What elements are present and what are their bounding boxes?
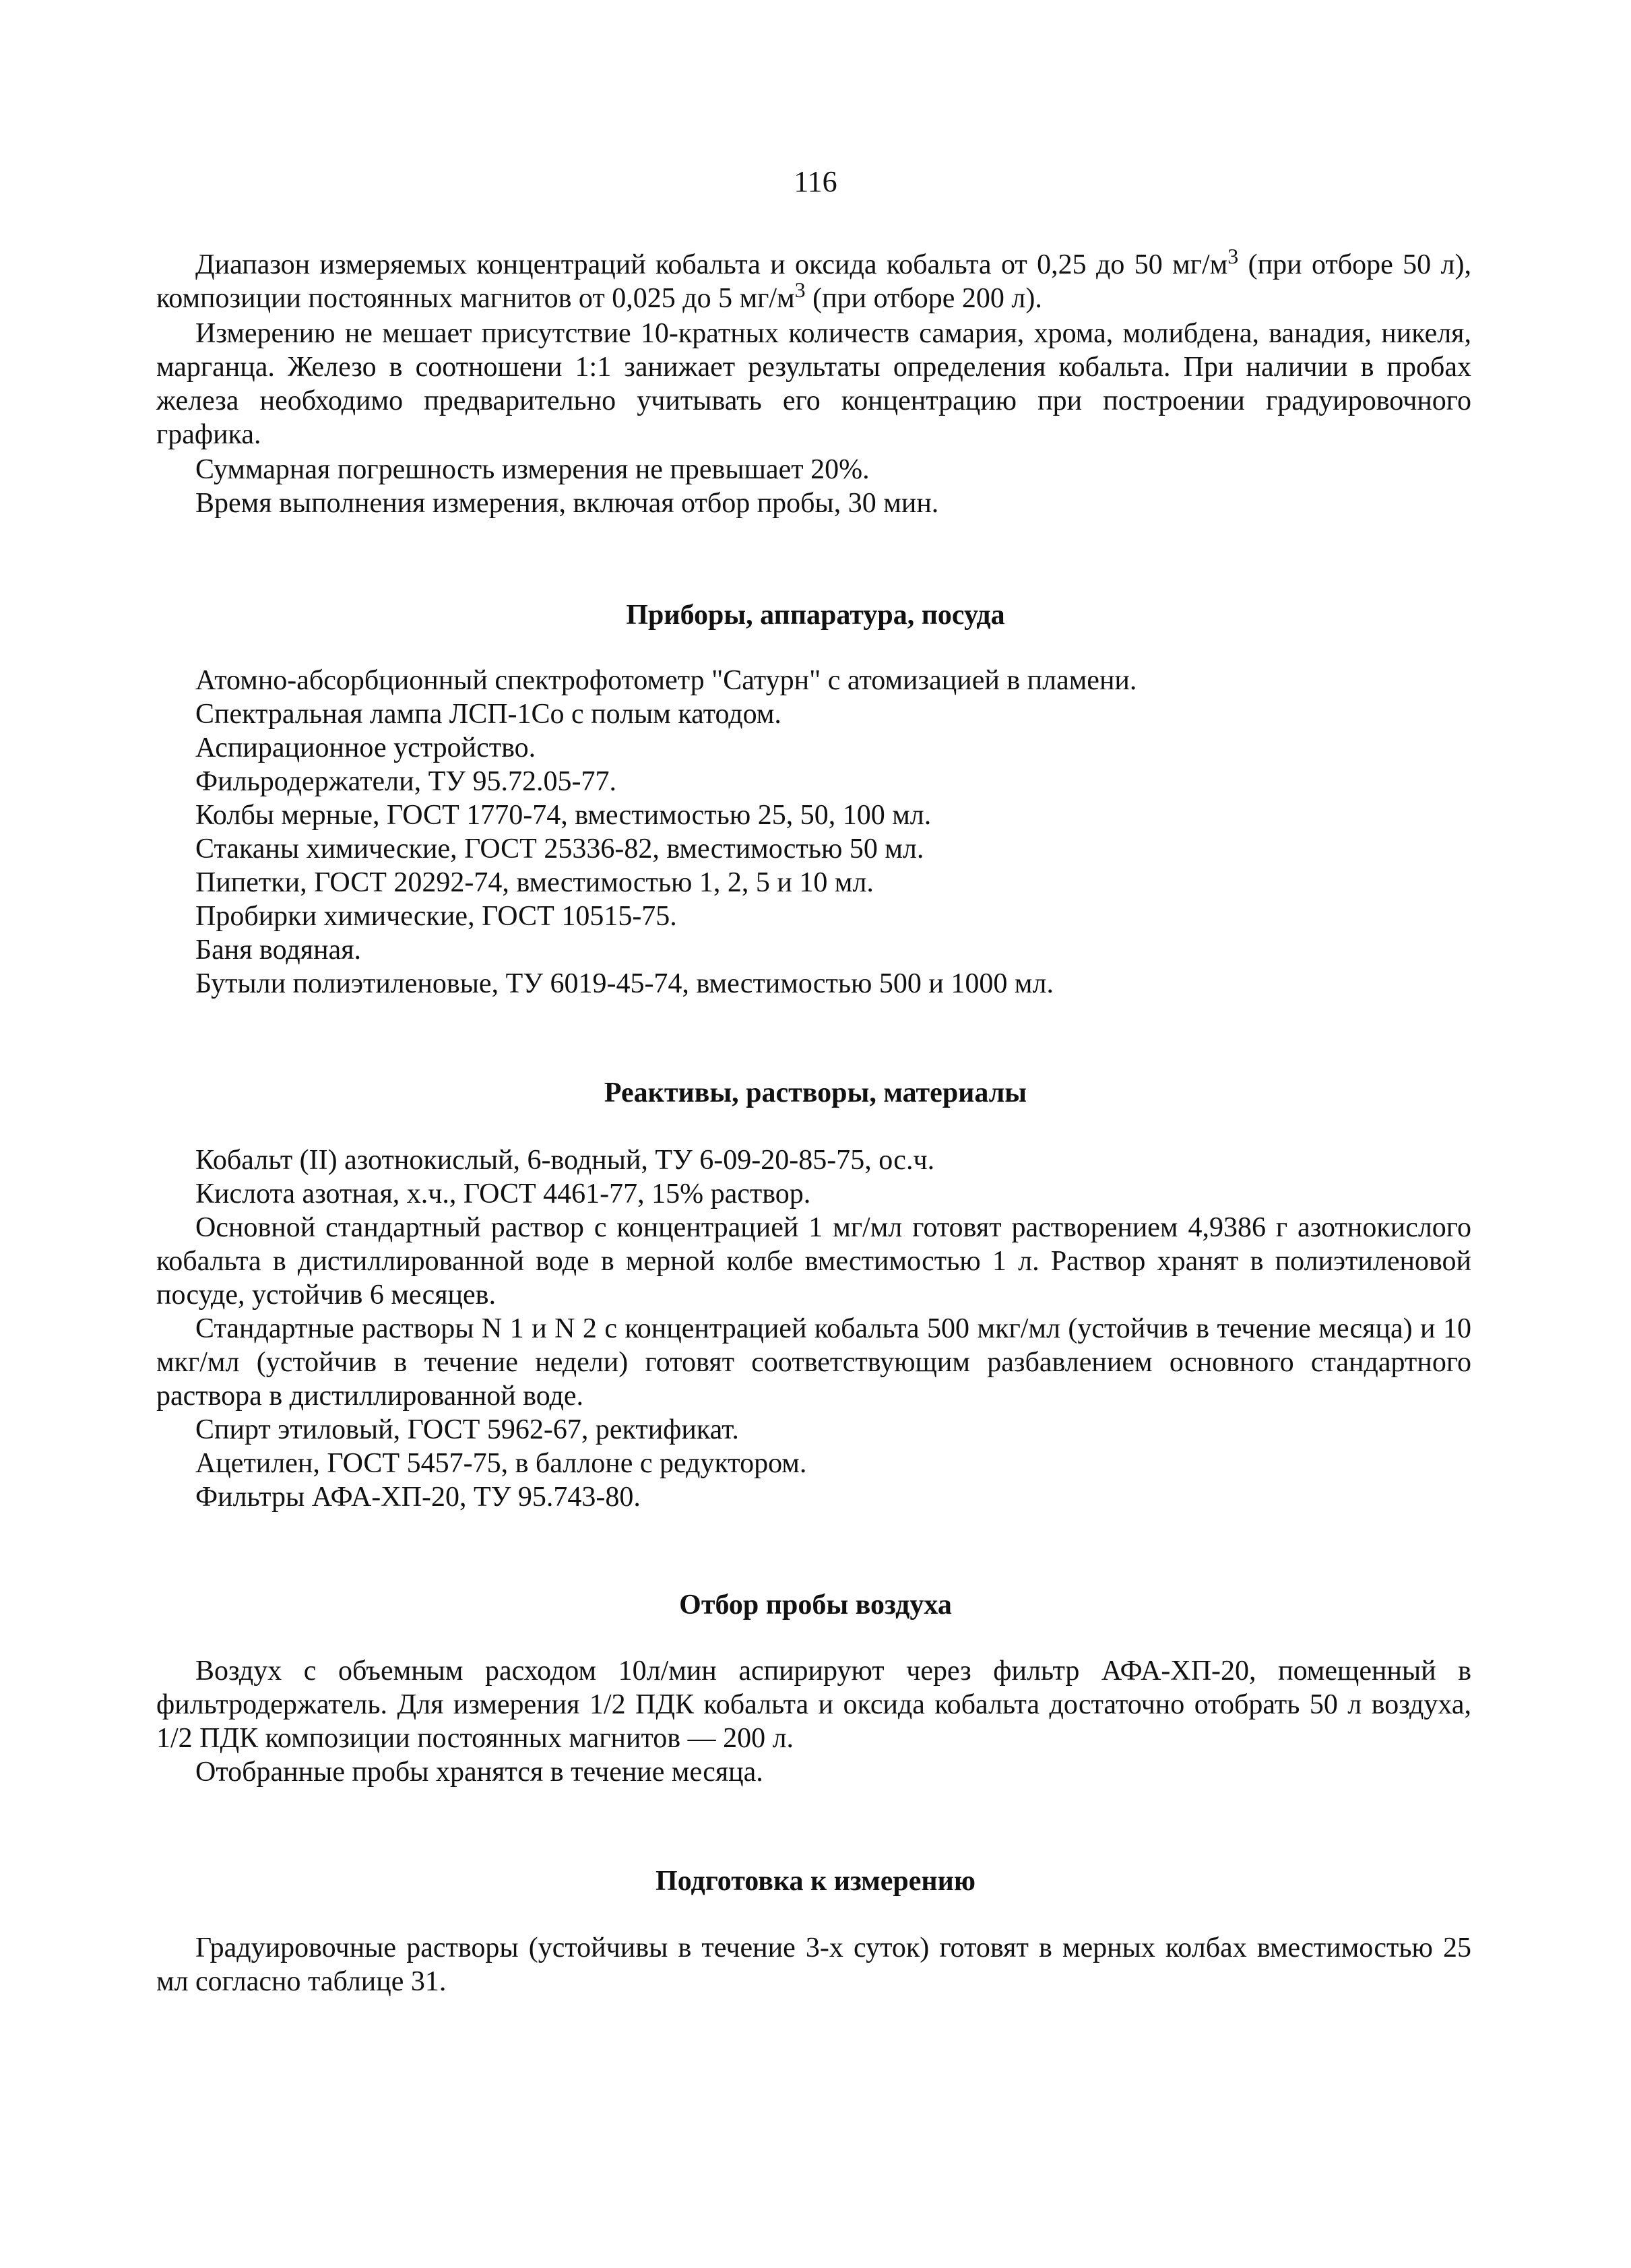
- instrument-item: Колбы мерные, ГОСТ 1770-74, вместимостью 25, 50, 100 мл.: [195, 800, 932, 831]
- range-text-part-1: Диапазон измеряемых концентраций кобальта и оксида кобальта от 0,25 до 50 мг/м: [195, 249, 1228, 280]
- intro-paragraph-interference: Измерению не мешает присутствие 10-кратных количеств самария, хрома, молибдена, ванадия, никеля, марганца. Железо в соотношени 1:1 занижает результаты определения кобальта. При наличии в пробах железа необходимо предварительно учитывать его концентрацию при построении градуировочного графика.: [156, 318, 1471, 450]
- reagent-item: Фильтры АФА-ХП-20, ТУ 95.743-80.: [195, 1482, 641, 1513]
- instrument-item: Стаканы химические, ГОСТ 25336-82, вместимостью 50 мл.: [195, 833, 924, 864]
- heading-reagents: Реактивы, растворы, материалы: [604, 1077, 1027, 1108]
- reagent-item: Кислота азотная, х.ч., ГОСТ 4461-77, 15% раствор.: [195, 1178, 811, 1209]
- intro-paragraph-range: [156, 244, 1471, 315]
- superscript-cubic-1: 3: [1227, 244, 1239, 268]
- range-text-part-3: (при отборе 200 л).: [805, 283, 1042, 314]
- instrument-item: Пробирки химические, ГОСТ 10515-75.: [195, 901, 677, 932]
- reagent-item: Кобальт (II) азотнокислый, 6-водный, ТУ 6-09-20-85-75, ос.ч.: [195, 1145, 935, 1176]
- instrument-item: Пипетки, ГОСТ 20292-74, вместимостью 1, 2, 5 и 10 мл.: [195, 867, 874, 898]
- superscript-cubic-2: 3: [794, 278, 806, 302]
- instrument-item: Баня водяная.: [195, 935, 362, 966]
- reagent-item: Спирт этиловый, ГОСТ 5962-67, ректификат.: [195, 1414, 739, 1445]
- reagent-item: Ацетилен, ГОСТ 5457-75, в баллоне с редуктором.: [195, 1448, 807, 1479]
- reagent-paragraph-standard-solutions: Стандартные растворы N 1 и N 2 с концентрацией кобальта 500 мкг/мл (устойчив в течение месяца) и 10 мкг/мл (устойчив в течение недели) готовят соответствующим разбавлением основного стандартного раствора в дистиллированной воде.: [156, 1313, 1471, 1412]
- heading-sampling: Отбор пробы воздуха: [679, 1589, 952, 1620]
- sampling-storage-paragraph: Отобранные пробы хранятся в течение месяца.: [195, 1757, 763, 1788]
- page-number: 116: [794, 165, 837, 198]
- intro-paragraph-time: Время выполнения измерения, включая отбор пробы, 30 мин.: [195, 488, 939, 519]
- heading-preparation: Подготовка к измерению: [655, 1866, 976, 1897]
- instrument-item: Бутыли полиэтиленовые, ТУ 6019-45-74, вместимостью 500 и 1000 мл.: [195, 968, 1054, 999]
- intro-paragraph-error: Суммарная погрешность измерения не превышает 20%.: [195, 454, 870, 485]
- instrument-item: Спектральная лампа ЛСП-1Со с полым катодом.: [195, 699, 781, 730]
- instrument-item: Аспирационное устройство.: [195, 732, 536, 763]
- preparation-paragraph: Градуировочные растворы (устойчивы в течение 3-х суток) готовят в мерных колбах вместимостью 25 мл согласно таблице 31.: [156, 1932, 1471, 1997]
- heading-instruments: Приборы, аппаратура, посуда: [626, 600, 1005, 631]
- instrument-item: Фильродержатели, ТУ 95.72.05-77.: [195, 766, 616, 797]
- instrument-item: Атомно-абсорбционный спектрофотометр "Сатурн" с атомизацией в пламени.: [195, 665, 1137, 696]
- sampling-paragraph: Воздух с объемным расходом 10л/мин аспирируют через фильтр АФА-ХП-20, помещенный в фильтродержатель. Для измерения 1/2 ПДК кобальта и оксида кобальта достаточно отобрать 50 л воздуха, 1/2 ПДК композиции постоянных магнитов — 200 л.: [156, 1656, 1471, 1754]
- range-text-part-2: (при отборе 50 л), композиции постоянных магнитов от 0,025 до 5 мг/м: [156, 249, 1471, 314]
- reagent-paragraph-stock-solution: Основной стандартный раствор с концентрацией 1 мг/мл готовят растворением 4,9386 г азотнокислого кобальта в дистиллированной воде в мерной колбе вместимостью 1 л. Раствор хранят в полиэтиленовой посуде, устойчив 6 месяцев.: [156, 1212, 1471, 1311]
